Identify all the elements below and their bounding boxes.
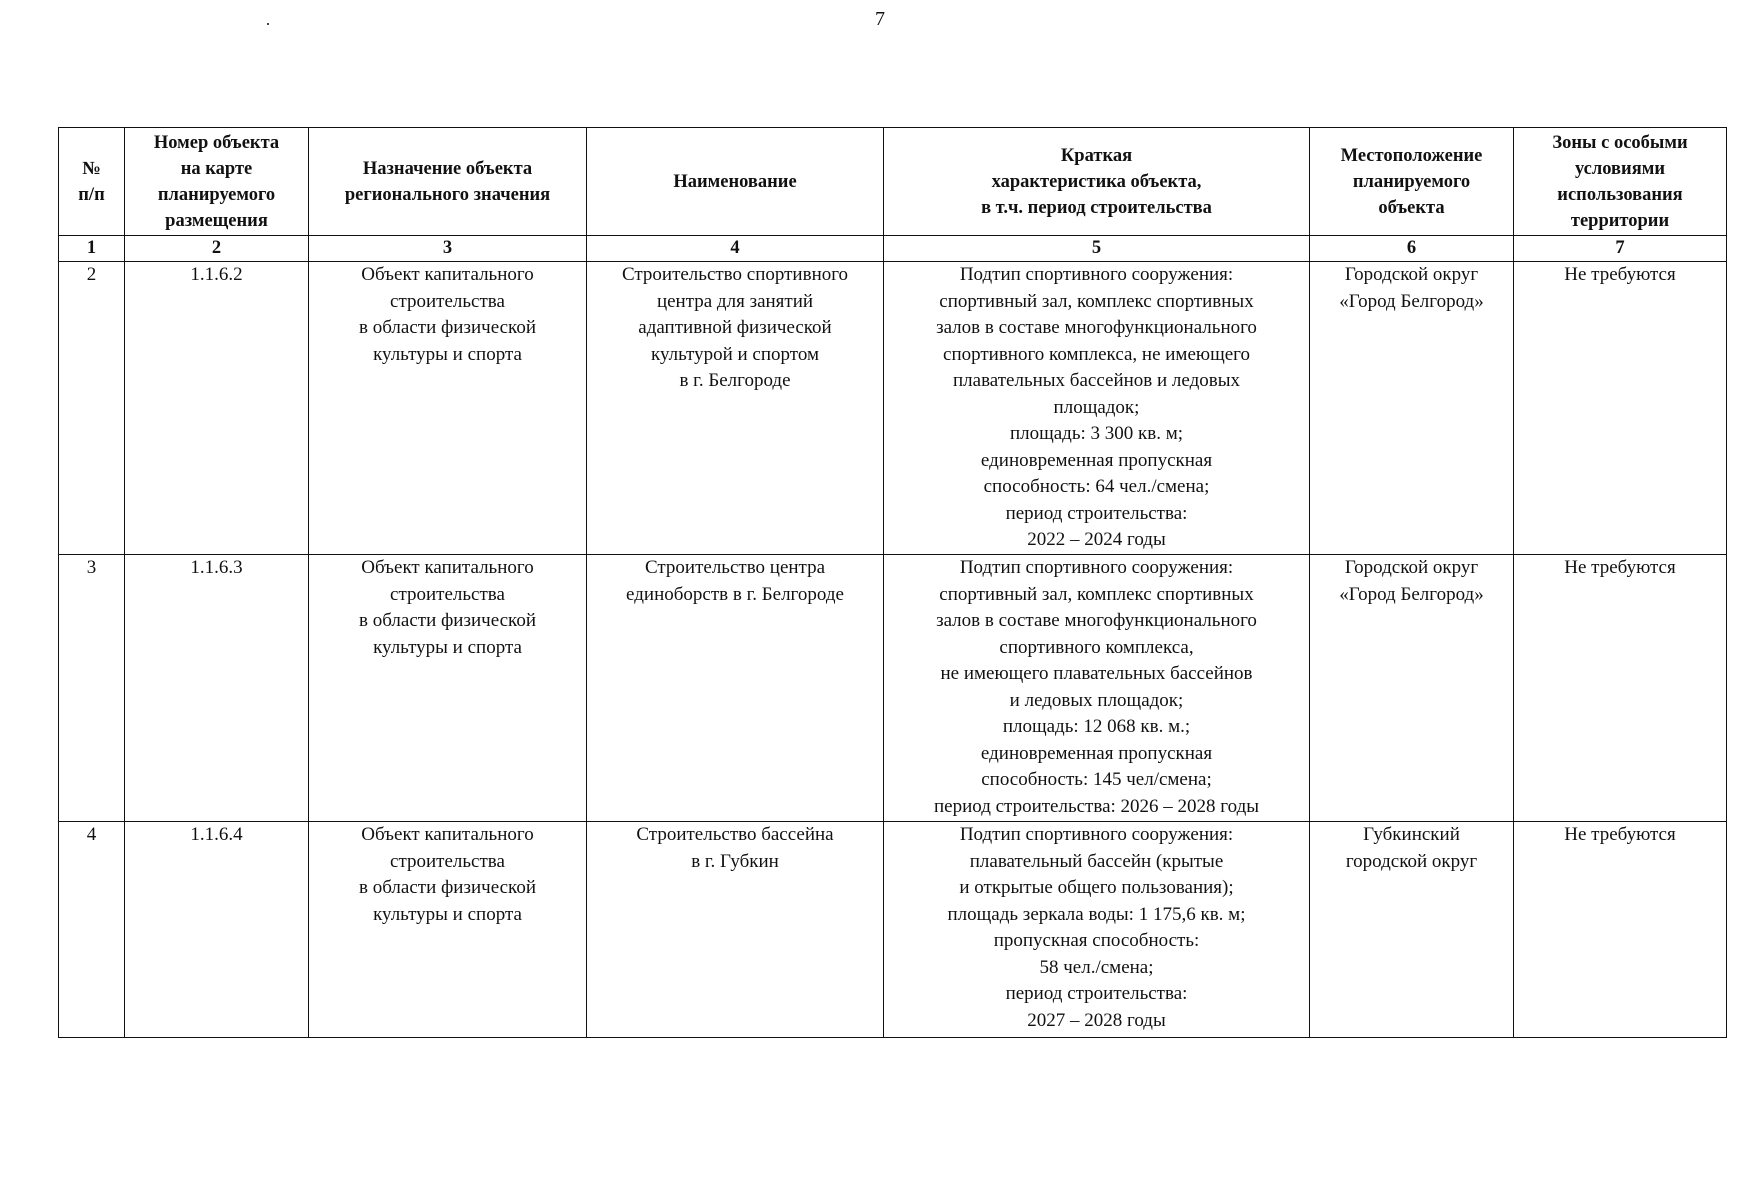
row-zones: Не требуются [1514, 262, 1727, 555]
page-number: 7 [875, 8, 885, 30]
header-cell-purpose: Назначение объекта регионального значения [309, 128, 587, 236]
header-cell-location: Местоположение планируемого объекта [1310, 128, 1514, 236]
row-name: Строительство спортивного центра для занятий адаптивной физической культурой и спортом в г. Белгороде [587, 262, 884, 555]
row-location: Губкинский городской округ [1310, 822, 1514, 1038]
header-row [59, 128, 1727, 236]
header-cell-zones: Зоны с особыми условиями использования территории [1514, 128, 1727, 236]
column-number: 7 [1514, 236, 1727, 262]
header-cell-name: Наименование [587, 128, 884, 236]
column-number: 3 [309, 236, 587, 262]
row-object-number: 1.1.6.3 [125, 555, 309, 822]
header-cell-description: Краткая характеристика объекта, в т.ч. период строительства [884, 128, 1310, 236]
row-location: Городской округ «Город Белгород» [1310, 555, 1514, 822]
table-row [59, 555, 1727, 822]
row-description: Подтип спортивного сооружения: плавательный бассейн (крытые и открытые общего пользования); площадь зеркала воды: 1 175,6 кв. м; пропускная способность: 58 чел./смена; период строительства: 2027 – 2028 годы [884, 822, 1310, 1038]
row-zones: Не требуются [1514, 822, 1727, 1038]
planned-objects-table [58, 127, 1727, 1038]
scan-artifact [267, 23, 269, 25]
column-number: 5 [884, 236, 1310, 262]
column-number: 2 [125, 236, 309, 262]
table-row [59, 262, 1727, 555]
row-location: Городской округ «Город Белгород» [1310, 262, 1514, 555]
row-purpose: Объект капитального строительства в области физической культуры и спорта [309, 822, 587, 1038]
row-index: 4 [59, 822, 125, 1038]
row-object-number: 1.1.6.2 [125, 262, 309, 555]
row-description: Подтип спортивного сооружения: спортивный зал, комплекс спортивных залов в составе многофункционального спортивного комплекса, не имеющего плавательных бассейнов и ледовых площадок; площадь: 3 300 кв. м; единовременная пропускная способность: 64 чел./смена; период строительства: 2022 – 2024 годы [884, 262, 1310, 555]
column-number: 4 [587, 236, 884, 262]
column-number-row [59, 236, 1727, 262]
row-zones: Не требуются [1514, 555, 1727, 822]
row-index: 3 [59, 555, 125, 822]
column-number: 1 [59, 236, 125, 262]
row-index: 2 [59, 262, 125, 555]
table-row [59, 822, 1727, 1038]
row-purpose: Объект капитального строительства в области физической культуры и спорта [309, 555, 587, 822]
column-number: 6 [1310, 236, 1514, 262]
row-object-number: 1.1.6.4 [125, 822, 309, 1038]
header-cell-object-number: Номер объекта на карте планируемого размещения [125, 128, 309, 236]
row-name: Строительство бассейна в г. Губкин [587, 822, 884, 1038]
header-cell-index: № п/п [59, 128, 125, 236]
row-name: Строительство центра единоборств в г. Белгороде [587, 555, 884, 822]
row-description: Подтип спортивного сооружения: спортивный зал, комплекс спортивных залов в составе многофункционального спортивного комплекса, не имеющего плавательных бассейнов и ледовых площадок; площадь: 12 068 кв. м.; единовременная пропускная способность: 145 чел/смена; период строительства: 2026 – 2028 годы [884, 555, 1310, 822]
row-purpose: Объект капитального строительства в области физической культуры и спорта [309, 262, 587, 555]
